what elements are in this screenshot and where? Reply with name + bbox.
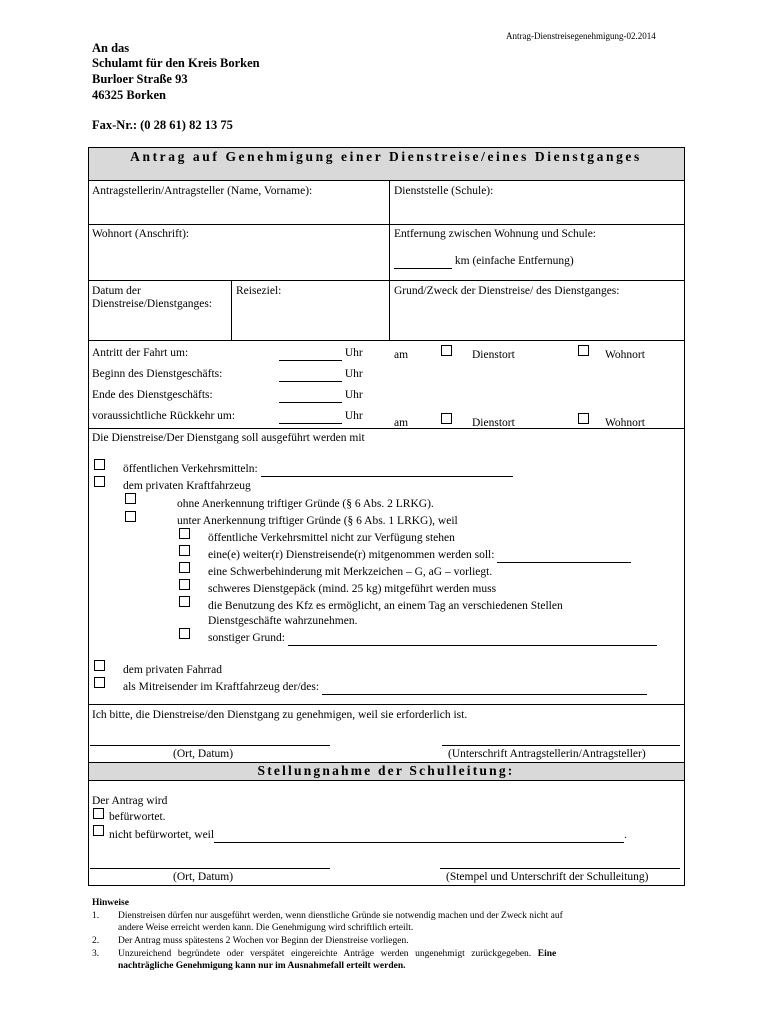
business-end-input[interactable] — [279, 388, 342, 403]
note-1-line-1: Dienstreisen dürfen nur ausgeführt werden, wenn dienstliche Gründe sie notwendig machen und der Zweck nicht auf — [118, 911, 563, 921]
departure-home-label: Wohnort — [605, 349, 645, 361]
bicycle-label: dem privaten Fahrrad — [123, 664, 222, 676]
distance-label: Entfernung zwischen Wohnung und Schule: — [394, 228, 596, 240]
reason-multi-stop-label-2: Dienstgeschäfte wahrzunehmen. — [208, 615, 358, 627]
rejected-reason-input[interactable] — [214, 828, 624, 843]
unit-label: Uhr — [344, 347, 363, 359]
unit-label: Uhr — [344, 410, 363, 422]
reason-disability-label: eine Schwerbehinderung mit Merkzeichen – G, aG – vorliegt. — [208, 566, 493, 578]
purpose-label: Grund/Zweck der Dienstreise/ des Dienstganges: — [394, 285, 620, 297]
unit-label: Uhr — [344, 368, 363, 380]
reason-passenger-checkbox[interactable] — [179, 545, 190, 556]
passenger-checkbox[interactable] — [94, 677, 105, 688]
reason-multi-stop-checkbox[interactable] — [179, 596, 190, 607]
return-time — [279, 409, 363, 424]
residence-label: Wohnort (Anschrift): — [92, 228, 190, 240]
note-3-text: Unzureichend begründete oder verspätet eingereichte Anträge werden ungenehmigt zurückgegeben. — [118, 949, 532, 959]
date-label-1: Datum der — [92, 285, 141, 297]
bicycle-checkbox[interactable] — [94, 660, 105, 671]
rejected-period: . — [624, 829, 627, 841]
statement-place-date-label: (Ort, Datum) — [173, 871, 234, 883]
return-label: voraussichtliche Rückkehr um: — [92, 410, 236, 422]
approved-label: befürwortet. — [109, 811, 166, 823]
reason-other-line — [208, 631, 657, 646]
approved-checkbox[interactable] — [93, 808, 104, 819]
departure-office-checkbox[interactable] — [441, 345, 452, 356]
notes-title: Hinweise — [92, 898, 129, 908]
statement-place-date-line[interactable] — [90, 868, 330, 869]
departure-label: Antritt der Fahrt um: — [92, 347, 189, 359]
reason-passenger-input[interactable] — [497, 548, 631, 563]
at-label-departure: am — [394, 349, 409, 361]
note-3-line-1 — [118, 948, 556, 960]
public-transport-checkbox[interactable] — [94, 459, 105, 470]
rejected-checkbox[interactable] — [93, 825, 104, 836]
passenger-line — [123, 680, 647, 695]
note-3-number: 3. — [92, 949, 100, 959]
business-start-input[interactable] — [279, 367, 342, 382]
reason-no-public-label: öffentliche Verkehrsmittel nicht zur Verfügung stehen — [208, 532, 455, 544]
reason-passenger-line — [208, 548, 631, 563]
destination-label: Reiseziel: — [236, 285, 282, 297]
car-with-reason-label: unter Anerkennung triftiger Gründe (§ 6 Abs. 1 LRKG), weil — [177, 515, 458, 527]
return-office-label: Dienstort — [472, 417, 515, 429]
public-transport-input[interactable] — [261, 462, 513, 477]
note-3-line-2: nachträgliche Genehmigung kann nur im Ausnahmefall erteilt werden. — [118, 961, 406, 971]
departure-office-label: Dienstort — [472, 349, 515, 361]
reason-luggage-checkbox[interactable] — [179, 579, 190, 590]
business-start-label: Beginn des Dienstgeschäfts: — [92, 368, 223, 380]
departure-time — [279, 346, 363, 361]
statement-intro: Der Antrag wird — [92, 795, 168, 807]
note-1-number: 1. — [92, 911, 100, 921]
business-start-time — [279, 367, 363, 382]
address-line-4: 46325 Borken — [92, 88, 166, 102]
rejected-line — [109, 828, 627, 843]
private-car-checkbox[interactable] — [94, 476, 105, 487]
reason-other-checkbox[interactable] — [179, 628, 190, 639]
reason-disability-checkbox[interactable] — [179, 562, 190, 573]
passenger-label: als Mitreisender im Kraftfahrzeug der/des: — [123, 681, 320, 693]
residence-input[interactable] — [90, 243, 387, 278]
request-signature-line[interactable] — [442, 745, 680, 746]
destination-input[interactable] — [233, 300, 387, 338]
transport-intro: Die Dienstreise/Der Dienstgang soll ausgeführt werden mit — [92, 432, 365, 444]
departure-home-checkbox[interactable] — [578, 345, 589, 356]
request-place-date-line[interactable] — [90, 745, 330, 746]
applicant-label: Antragstellerin/Antragsteller (Name, Vorname): — [92, 185, 313, 197]
return-home-label: Wohnort — [605, 417, 645, 429]
business-end-time — [279, 388, 363, 403]
reason-multi-stop-label-1: die Benutzung des Kfz es ermöglicht, an einem Tag an verschiedenen Stellen — [208, 600, 563, 612]
reason-other-input[interactable] — [288, 631, 657, 646]
business-end-label: Ende des Dienstgeschäfts: — [92, 389, 213, 401]
request-place-date-label: (Ort, Datum) — [173, 748, 234, 760]
at-label-return: am — [394, 417, 409, 429]
passenger-input[interactable] — [322, 680, 647, 695]
public-transport-label: öffentlichen Verkehrsmitteln: — [123, 463, 258, 475]
office-input[interactable] — [391, 198, 682, 222]
fax-number: Fax-Nr.: (0 28 61) 82 13 75 — [92, 118, 233, 132]
note-2-text: Der Antrag muss spätestens 2 Wochen vor Beginn der Dienstreise vorliegen. — [118, 936, 409, 946]
return-time-input[interactable] — [279, 409, 342, 424]
car-no-reason-checkbox[interactable] — [125, 493, 136, 504]
applicant-input[interactable] — [90, 198, 387, 222]
reason-other-label: sonstiger Grund: — [208, 632, 285, 644]
unit-label: Uhr — [344, 389, 363, 401]
form-title: Antrag auf Genehmigung einer Dienstreise/eines Dienstganges — [130, 149, 642, 164]
note-2-number: 2. — [92, 936, 100, 946]
public-transport-line — [123, 462, 513, 477]
distance-line — [394, 254, 574, 269]
distance-input[interactable] — [394, 254, 452, 269]
return-office-checkbox[interactable] — [441, 413, 452, 424]
request-text: Ich bitte, die Dienstreise/den Dienstgang zu genehmigen, weil sie erforderlich ist. — [92, 709, 468, 721]
car-no-reason-label: ohne Anerkennung triftiger Gründe (§ 6 Abs. 2 LRKG). — [177, 498, 434, 510]
note-3-bold-start: Eine — [537, 949, 557, 959]
purpose-input[interactable] — [391, 300, 682, 338]
office-label: Dienststelle (Schule): — [394, 185, 494, 197]
address-line-1: An das — [92, 41, 130, 55]
statement-signature-line[interactable] — [440, 868, 680, 869]
address-line-2: Schulamt für den Kreis Borken — [92, 56, 260, 70]
statement-title: Stellungnahme der Schulleitung: — [257, 763, 515, 778]
reason-luggage-label: schweres Dienstgepäck (mind. 25 kg) mitgeführt werden muss — [208, 583, 497, 595]
reason-no-public-checkbox[interactable] — [179, 528, 190, 539]
document-code: Antrag-Dienstreisegenehmigung-02.2014 — [506, 31, 656, 41]
note-1-line-2: andere Weise erreicht werden kann. Die Genehmigung wird schriftlich erteilt. — [118, 923, 414, 933]
rejected-label: nicht befürwortet, weil — [109, 829, 215, 841]
address-line-3: Burloer Straße 93 — [92, 72, 188, 86]
statement-signature-label: (Stempel und Unterschrift der Schulleitung) — [446, 871, 649, 883]
distance-unit: km (einfache Entfernung) — [454, 255, 574, 267]
private-car-label: dem privaten Kraftfahrzeug — [123, 480, 251, 492]
reason-passenger-label: eine(e) weiter(r) Dienstreisende(r) mitgenommen werden soll: — [208, 549, 495, 561]
date-label-2: Dienstreise/Dienstganges: — [92, 298, 213, 310]
car-with-reason-checkbox[interactable] — [125, 511, 136, 522]
departure-time-input[interactable] — [279, 346, 342, 361]
return-home-checkbox[interactable] — [578, 413, 589, 424]
request-signature-label: (Unterschrift Antragstellerin/Antragsteller) — [448, 748, 646, 760]
